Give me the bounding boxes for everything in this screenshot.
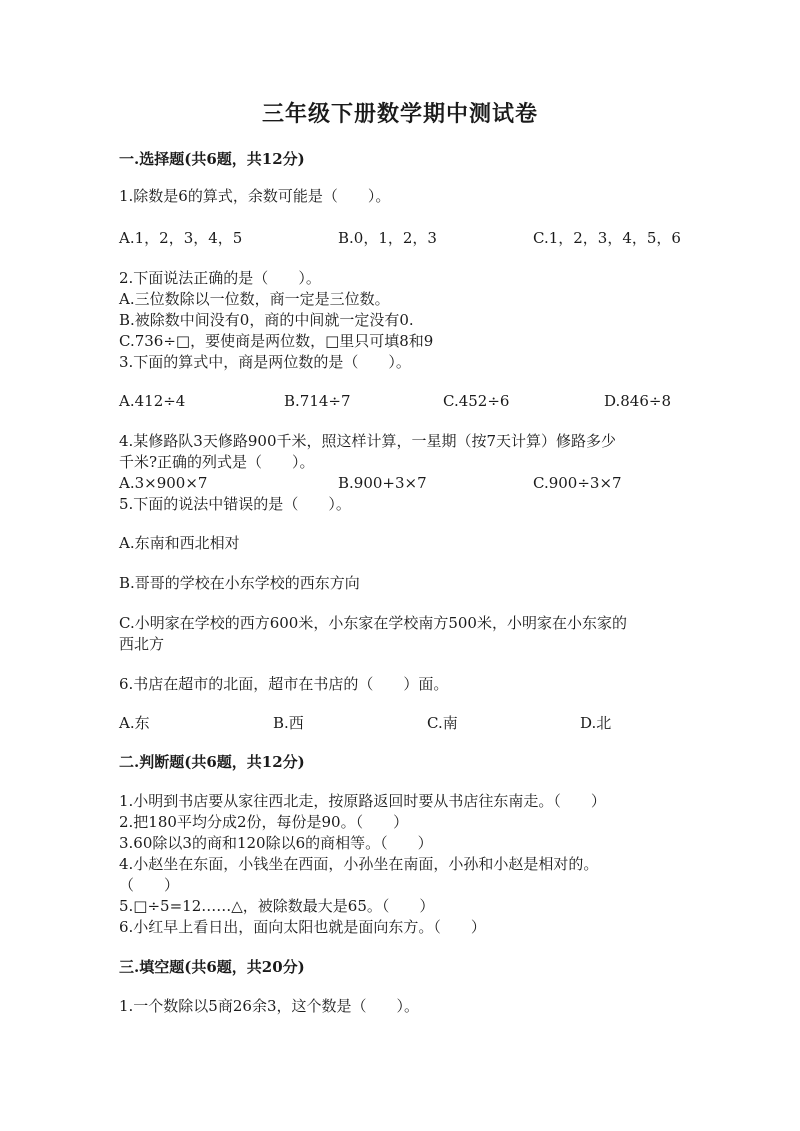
judge-item: 2.把180平均分成2份，每份是90。（ ） [119, 813, 409, 831]
option-c: C.1，2，3，4，5，6 [533, 229, 681, 247]
judge-item-continuation: （ ） [119, 876, 180, 894]
judge-item: 6.小红早上看日出，面向太阳也就是面向东方。（ ） [119, 918, 486, 936]
option-a: A.东 [119, 714, 150, 732]
question-1: 1.除数是6的算式，余数可能是（ ）。 [119, 187, 391, 205]
option-a: A.三位数除以一位数，商一定是三位数。 [119, 290, 390, 308]
option-b: B.900+3×7 [338, 474, 427, 492]
section-heading-judge: 二.判断题(共6题，共12分) [119, 753, 305, 771]
judge-item: 4.小赵坐在东面，小钱坐在西面，小孙坐在南面，小孙和小赵是相对的。 [119, 855, 599, 873]
page-title: 三年级下册数学期中测试卷 [261, 101, 538, 127]
option-c: C.736÷□，要使商是两位数，□里只可填8和9 [119, 332, 434, 350]
question-4-line2: 千米?正确的列式是（ ）。 [119, 453, 315, 471]
judge-item: 3.60除以3的商和120除以6的商相等。（ ） [119, 834, 433, 852]
option-b: B.西 [273, 714, 304, 732]
options-row-q4 [119, 473, 689, 493]
question-2: 2.下面说法正确的是（ ）。 [119, 269, 321, 287]
option-a: A.东南和西北相对 [119, 534, 240, 552]
section-heading-fill: 三.填空题(共6题，共20分) [119, 958, 305, 976]
option-b: B.被除数中间没有0，商的中间就一定没有0. [119, 311, 414, 329]
option-c: C.452÷6 [443, 392, 510, 410]
options-row-q1 [119, 228, 689, 248]
option-a: A.1，2，3，4，5 [119, 229, 243, 247]
option-a: A.3×900×7 [119, 474, 208, 492]
question-3: 3.下面的算式中，商是两位数的是（ ）。 [119, 353, 411, 371]
judge-item: 5.□÷5=12……△，被除数最大是65。（ ） [119, 897, 435, 915]
option-c-line2: 西北方 [119, 635, 165, 653]
option-b: B.714÷7 [284, 392, 351, 410]
section-heading-choice: 一.选择题(共6题，共12分) [119, 150, 305, 168]
option-b: B.哥哥的学校在小东学校的西东方向 [119, 574, 360, 592]
option-c: C.南 [427, 714, 458, 732]
option-b: B.0，1，2，3 [338, 229, 437, 247]
options-row-q6 [119, 713, 689, 733]
option-c-line1: C.小明家在学校的西方600米，小东家在学校南方500米，小明家在小东家的 [119, 614, 627, 632]
option-d: D.北 [580, 714, 612, 732]
options-row-q3 [119, 391, 689, 411]
question-4-line1: 4.某修路队3天修路900千米，照这样计算，一星期（按7天计算）修路多少 [119, 432, 617, 450]
option-a: A.412÷4 [119, 392, 186, 410]
question-6: 6.书店在超市的北面，超市在书店的（ ）面。 [119, 675, 449, 693]
fill-question-1: 1.一个数除以5商26余3，这个数是（ ）。 [119, 997, 419, 1015]
option-d: D.846÷8 [604, 392, 672, 410]
option-c: C.900÷3×7 [533, 474, 622, 492]
question-5: 5.下面的说法中错误的是（ ）。 [119, 495, 351, 513]
judge-item: 1.小明到书店要从家往西北走，按原路返回时要从书店往东南走。（ ） [119, 792, 606, 810]
